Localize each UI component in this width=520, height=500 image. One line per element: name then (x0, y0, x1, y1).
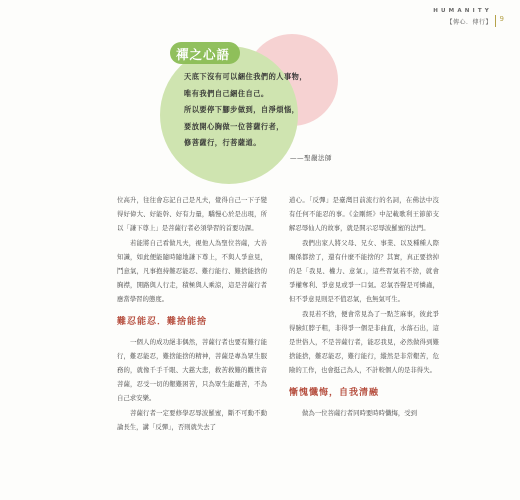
quote-author: ——聖嚴法師 (290, 154, 332, 162)
section-heading: 難忍能忍．難捨能捨 (117, 316, 208, 327)
quote-line: 要放開心胸做一位菩薩行者， (184, 121, 284, 131)
quote-line: 修菩薩行，行菩薩道。 (184, 138, 261, 147)
page-number: 9 (499, 15, 504, 23)
paragraph: 位高升，往往會忘記自己是凡夫，覺得自己一下子變得好偉大、好能幹、好有力量，驕慢心於是出現，所以「謙下尊上」是菩薩行者必須學習的首要功課。 (117, 196, 267, 233)
quote-line: 天底下沒有可以綑住我們的人事物， (184, 72, 308, 81)
paragraph: 若能將自己看做凡夫，視他人為聖位菩薩，大善知識，如此便能隨時隨地謙下尊上，不與人爭意見，鬥意氣，凡事抱持難忍能忍、難行能行、難捨能捨的胸襟，開路與人行走，積極與人乘涼，這是菩薩行者應當學習的態度。 (117, 238, 267, 304)
paragraph: 我見若不捨，便會常見為了一點芝麻事，彼此爭得臉紅脖子粗，非得爭一個是非曲直，水落石出，這是世俗人，不是菩薩行者，能忍我見，必然做得到難捨能捨，難忍能忍，難行能行，縱然是非常艱苦，危險的工作，也會挺己為人，不計較個人的是非得失。 (289, 309, 439, 375)
paragraph: 一個人的成功絕非偶然，菩薩行者也要有難行能行，難忍能忍，難捨能捨的精神，菩薩是專為眾生服務的，就像千手千眼、大慈大悲，救苦救難的觀世音菩薩，忍受一切的艱難困苦，只為眾生能離苦，不為自己求安樂。 (117, 337, 267, 403)
paragraph: 道心。「反彈」是臺灣目前流行的名詞，在佛法中沒有任何不能忍的事。《金剛經》中記載歌利王節節支解忍辱仙人的故事，就是開示忍辱波羅蜜的法門。 (289, 196, 439, 233)
right-text-column (289, 193, 439, 420)
header-section-subtitle: 【傳心．傳行】 (446, 19, 492, 26)
quote-line: 所以要停下腳步做到，自淨煩惱， (184, 105, 300, 114)
header-section-title: HUMANITY (433, 8, 492, 14)
quote-line: 唯有我們自己綑住自己。 (184, 88, 269, 98)
paragraph: 做為一位菩薩行者同時要時時懺悔，受到 (302, 408, 418, 417)
quote-title: 禪之心語 (176, 47, 231, 62)
quote-body (184, 69, 374, 152)
paragraph: 菩薩行者一定要修學忍辱波羅蜜，斷不可動不動論長生，講「反彈」，否則就失去了 (117, 408, 267, 431)
paragraph: 我們出家人將父母、兄女、事業、以及種種人際關係都捨了，還有什麼不能捨的？其實，真正要捨掉的是「我見、權力、意氣」，這些習氣若不捨，就會爭權奪利、爭意見或爭一口氣。忍氣吞聲是可憐蟲，但不爭意見則是不值忍氣，也無氣可生。 (289, 238, 439, 304)
section-heading: 慚愧懺悔，自我清融 (289, 387, 380, 398)
header-divider (495, 15, 496, 27)
left-text-column (117, 193, 267, 434)
